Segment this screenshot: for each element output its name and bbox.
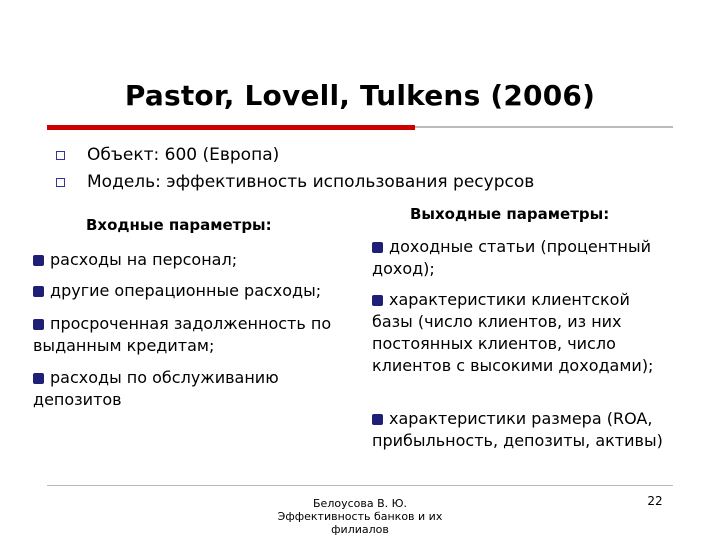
footer-subtitle: Эффективность банков и их филиалов bbox=[277, 510, 443, 536]
bullet-item: Объект: 600 (Европа) bbox=[56, 145, 279, 165]
bullet-item: Модель: эффективность использования ресурсов bbox=[56, 172, 534, 192]
input-item: расходы по обслуживанию депозитов bbox=[33, 368, 279, 409]
footer-author bbox=[262, 497, 458, 536]
checkbox-bullet-icon bbox=[33, 373, 44, 384]
outputs-header: Выходные параметры: bbox=[410, 205, 610, 223]
slide-title: Pastor, Lovell, Tulkens (2006) bbox=[124, 79, 596, 112]
checkbox-bullet-icon bbox=[33, 286, 44, 297]
input-item: расходы на персонал; bbox=[33, 249, 353, 271]
title-accent-bar bbox=[47, 125, 415, 130]
output-item: доходные статьи (процентный доход); bbox=[372, 237, 652, 278]
input-item: другие операционные расходы; bbox=[33, 280, 363, 302]
square-bullet-icon bbox=[56, 151, 65, 160]
page-number: 22 bbox=[647, 494, 663, 508]
checkbox-bullet-icon bbox=[372, 242, 383, 253]
checkbox-bullet-icon bbox=[372, 295, 383, 306]
checkbox-bullet-icon bbox=[372, 414, 383, 425]
output-item: характеристики размера (ROA, прибыльность, депозиты, активы) bbox=[372, 409, 663, 450]
inputs-header: Входные параметры: bbox=[86, 216, 272, 234]
output-item: характеристики клиентской базы (число клиентов, из них постоянных клиентов, число клиентов с высокими доходами); bbox=[372, 290, 654, 375]
input-item: просроченная задолженность по выданным кредитам; bbox=[33, 314, 332, 355]
footer-divider-line bbox=[47, 485, 673, 486]
title-divider-line bbox=[415, 126, 673, 128]
checkbox-bullet-icon bbox=[33, 255, 44, 266]
square-bullet-icon bbox=[56, 178, 65, 187]
checkbox-bullet-icon bbox=[33, 319, 44, 330]
footer-author-name: Белоусова В. Ю. bbox=[313, 497, 407, 510]
